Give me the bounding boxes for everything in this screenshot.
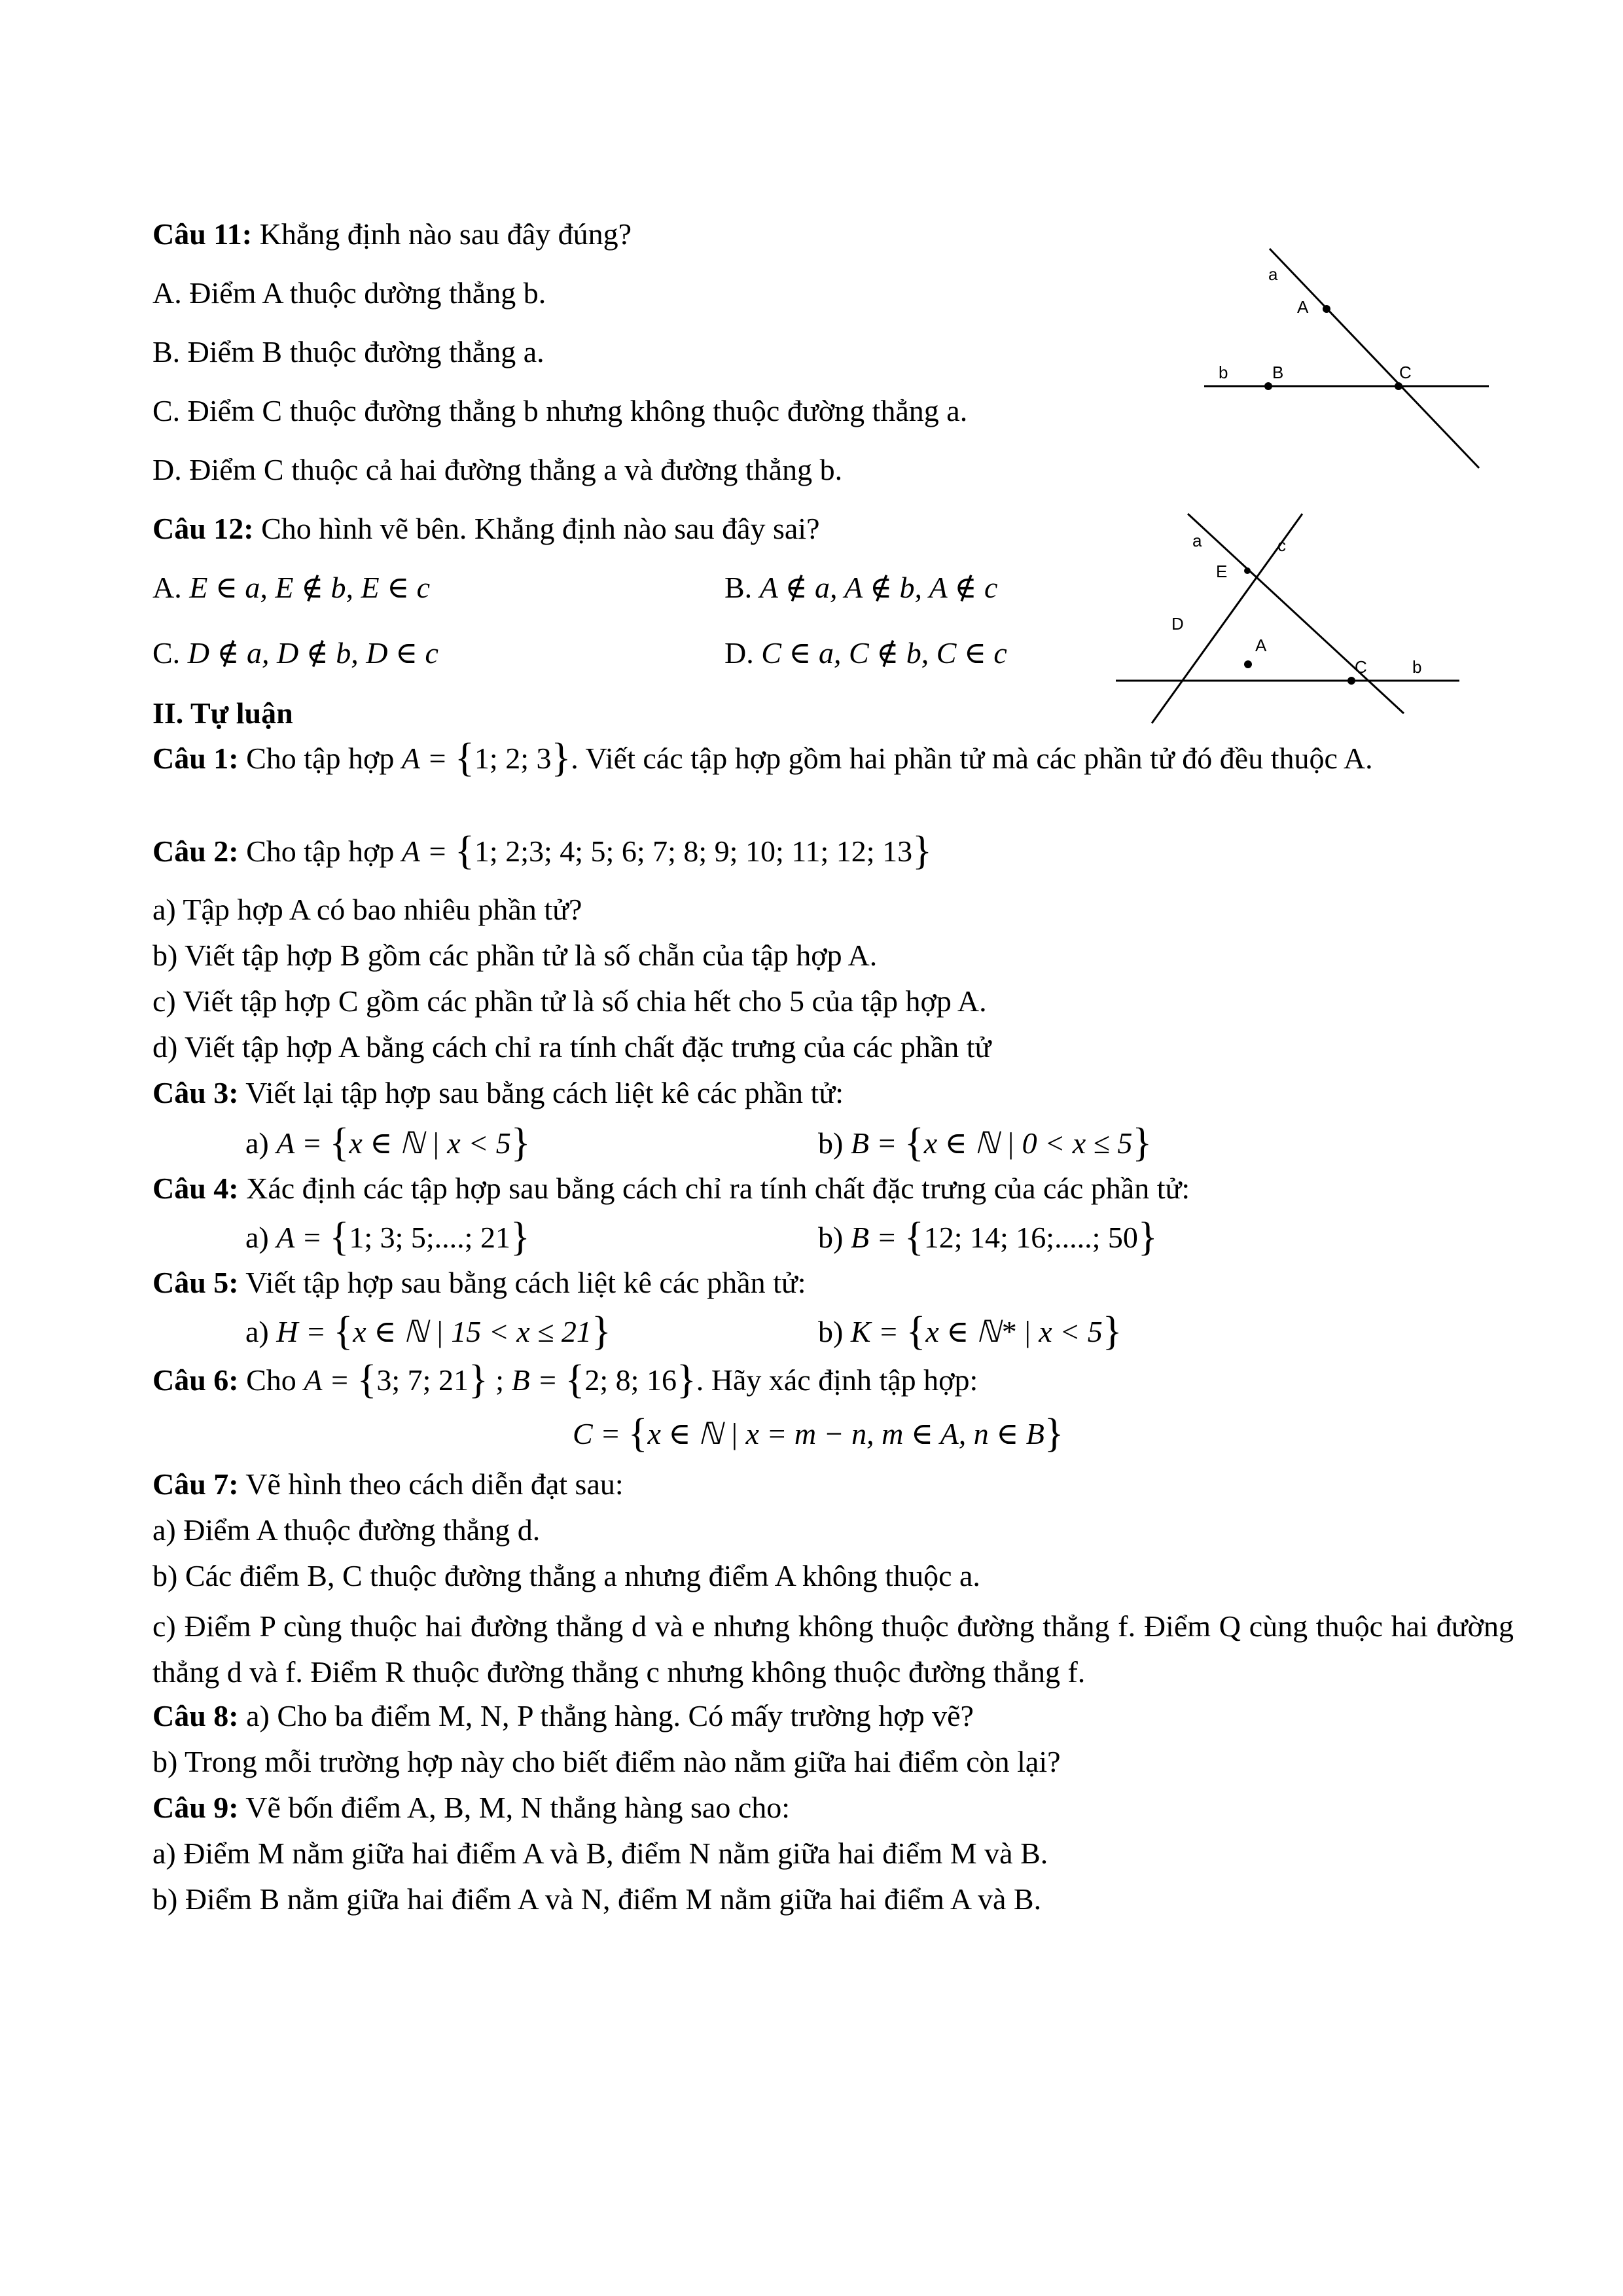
- option-a: [152, 569, 430, 606]
- essay-2-item-c: c) Viết tập hợp C gồm các phần tử là số chia hết cho 5 của tập hợp A.: [152, 984, 987, 1018]
- label-C: C: [1355, 657, 1367, 677]
- question-label: Câu 12:: [152, 512, 254, 545]
- label-B: B: [1272, 363, 1284, 382]
- question-label: Câu 3:: [152, 1076, 239, 1109]
- essay-9-item-b: b) Điểm B nằm giữa hai điểm A và N, điểm M nằm giữa hai điểm A và B.: [152, 1882, 1042, 1916]
- essay-2-item-d: d) Viết tập hợp A bằng cách chỉ ra tính chất đặc trưng của các phần tử: [152, 1030, 991, 1064]
- option-expr: D ∉ a, D ∉ b, D ∈ c: [187, 636, 438, 670]
- essay-5: Câu 5: Viết tập hợp sau bằng cách liệt kê các phần tử:: [152, 1266, 806, 1299]
- essay-3-a: a) A = {x ∈ ℕ | x < 5}: [245, 1121, 531, 1165]
- option-b: B. Điểm B thuộc đường thẳng a.: [152, 335, 544, 368]
- line-a: [1270, 249, 1479, 468]
- label-b: b: [1412, 657, 1422, 677]
- line-a: [1188, 514, 1404, 713]
- essay-3: Câu 3: Viết lại tập hợp sau bằng cách liệt kê các phần tử:: [152, 1076, 844, 1109]
- figure-q11: [1191, 236, 1505, 471]
- essay-6-formula: C = {x ∈ ℕ | x = m − n, m ∈ A, n ∈ B}: [573, 1411, 1064, 1456]
- essay-3-b: b) B = {x ∈ ℕ | 0 < x ≤ 5}: [818, 1121, 1152, 1165]
- question-label: Câu 2:: [152, 834, 239, 868]
- point-A: [1244, 660, 1252, 668]
- essay-1: Câu 1: Cho tập hợp A = {1; 2; 3}. Viết các tập hợp gồm hai phần tử mà các phần tử đó đều thuộc A.: [152, 736, 1373, 780]
- figure-q12: [1106, 504, 1472, 733]
- essay-7-item-c: c) Điểm P cùng thuộc hai đường thẳng d và e nhưng không thuộc đường thẳng f. Điểm Q cùng thuộc hai đường thẳng d và f. Điểm R thuộc đường thẳng c nhưng không thuộc đường thẳng f.: [152, 1609, 1514, 1689]
- essay-8: Câu 8: a) Cho ba điểm M, N, P thẳng hàng. Có mấy trường hợp vẽ?: [152, 1699, 974, 1732]
- option-expr: A ∉ a, A ∉ b, A ∉ c: [759, 571, 998, 604]
- option-expr: E ∈ a, E ∉ b, E ∈ c: [189, 571, 431, 604]
- question-label: Câu 11:: [152, 217, 253, 251]
- essay-9-item-a: a) Điểm M nằm giữa hai điểm A và B, điểm N nằm giữa hai điểm M và B.: [152, 1837, 1048, 1870]
- essay-4: Câu 4: Xác định các tập hợp sau bằng cách chỉ ra tính chất đặc trưng của các phần tử:: [152, 1172, 1190, 1205]
- question-label: Câu 6:: [152, 1363, 239, 1397]
- label-b: b: [1219, 363, 1228, 382]
- option-key: B.: [724, 571, 753, 604]
- option-key: A.: [152, 571, 182, 604]
- question-text: Khẳng định nào sau đây đúng?: [252, 217, 632, 251]
- option-b: [724, 569, 997, 606]
- point-A: [1323, 305, 1330, 313]
- label-a: a: [1192, 531, 1202, 550]
- option-c: [152, 635, 438, 672]
- label-c: c: [1277, 535, 1286, 555]
- label-A: A: [1297, 297, 1309, 317]
- label-D: D: [1171, 614, 1184, 634]
- point-B: [1264, 382, 1272, 390]
- question-label: Câu 7:: [152, 1467, 239, 1501]
- essay-5-a: a) H = {x ∈ ℕ | 15 < x ≤ 21}: [245, 1309, 611, 1354]
- essay-2-item-a: a) Tập hợp A có bao nhiêu phần tử?: [152, 893, 582, 926]
- essay-4-a: a) A = {1; 3; 5;....; 21}: [245, 1215, 530, 1259]
- section-heading: II. Tự luận: [152, 696, 293, 730]
- label-C: C: [1399, 363, 1412, 382]
- label-E: E: [1216, 562, 1228, 581]
- question-label: Câu 4:: [152, 1172, 239, 1205]
- option-key: D.: [724, 636, 754, 670]
- point-C: [1347, 677, 1355, 685]
- essay-2-item-b: b) Viết tập hợp B gồm các phần tử là số chẵn của tập hợp A.: [152, 939, 878, 972]
- essay-7-item-b: b) Các điểm B, C thuộc đường thẳng a nhưng điểm A không thuộc a.: [152, 1559, 980, 1592]
- essay-9: Câu 9: Vẽ bốn điểm A, B, M, N thẳng hàng sao cho:: [152, 1791, 791, 1824]
- point-C: [1395, 382, 1402, 390]
- essay-7: Câu 7: Vẽ hình theo cách diễn đạt sau:: [152, 1467, 624, 1501]
- question-text: Cho hình vẽ bên. Khẳng định nào sau đây sai?: [253, 512, 820, 545]
- option-d: D. Điểm C thuộc cả hai đường thẳng a và đường thẳng b.: [152, 453, 843, 486]
- option-expr: C ∈ a, C ∉ b, C ∈ c: [761, 636, 1007, 670]
- label-A: A: [1255, 636, 1267, 655]
- essay-6: Câu 6: Cho A = {3; 7; 21} ; B = {2; 8; 16}. Hãy xác định tập hợp:: [152, 1357, 978, 1402]
- question-11: [152, 216, 632, 253]
- essay-8-item-b: b) Trong mỗi trường hợp này cho biết điểm nào nằm giữa hai điểm còn lại?: [152, 1745, 1061, 1778]
- label-a: a: [1268, 264, 1278, 284]
- question-label: Câu 5:: [152, 1266, 239, 1299]
- question-label: Câu 1:: [152, 742, 239, 775]
- essay-7-item-a: a) Điểm A thuộc đường thẳng d.: [152, 1513, 541, 1547]
- option-a: A. Điểm A thuộc dường thẳng b.: [152, 276, 546, 310]
- question-12: [152, 511, 820, 547]
- option-c: C. Điểm C thuộc đường thẳng b nhưng không thuộc đường thẳng a.: [152, 394, 968, 427]
- question-label: Câu 8:: [152, 1699, 239, 1732]
- question-label: Câu 9:: [152, 1791, 239, 1824]
- essay-5-b: b) K = {x ∈ ℕ* | x < 5}: [818, 1309, 1122, 1354]
- essay-4-b: b) B = {12; 14; 16;.....; 50}: [818, 1215, 1158, 1259]
- option-d: [724, 635, 1007, 672]
- point-E: [1244, 567, 1251, 574]
- essay-2: Câu 2: Cho tập hợp A = {1; 2;3; 4; 5; 6; 7; 8; 9; 10; 11; 12; 13}: [152, 829, 932, 873]
- option-key: C.: [152, 636, 181, 670]
